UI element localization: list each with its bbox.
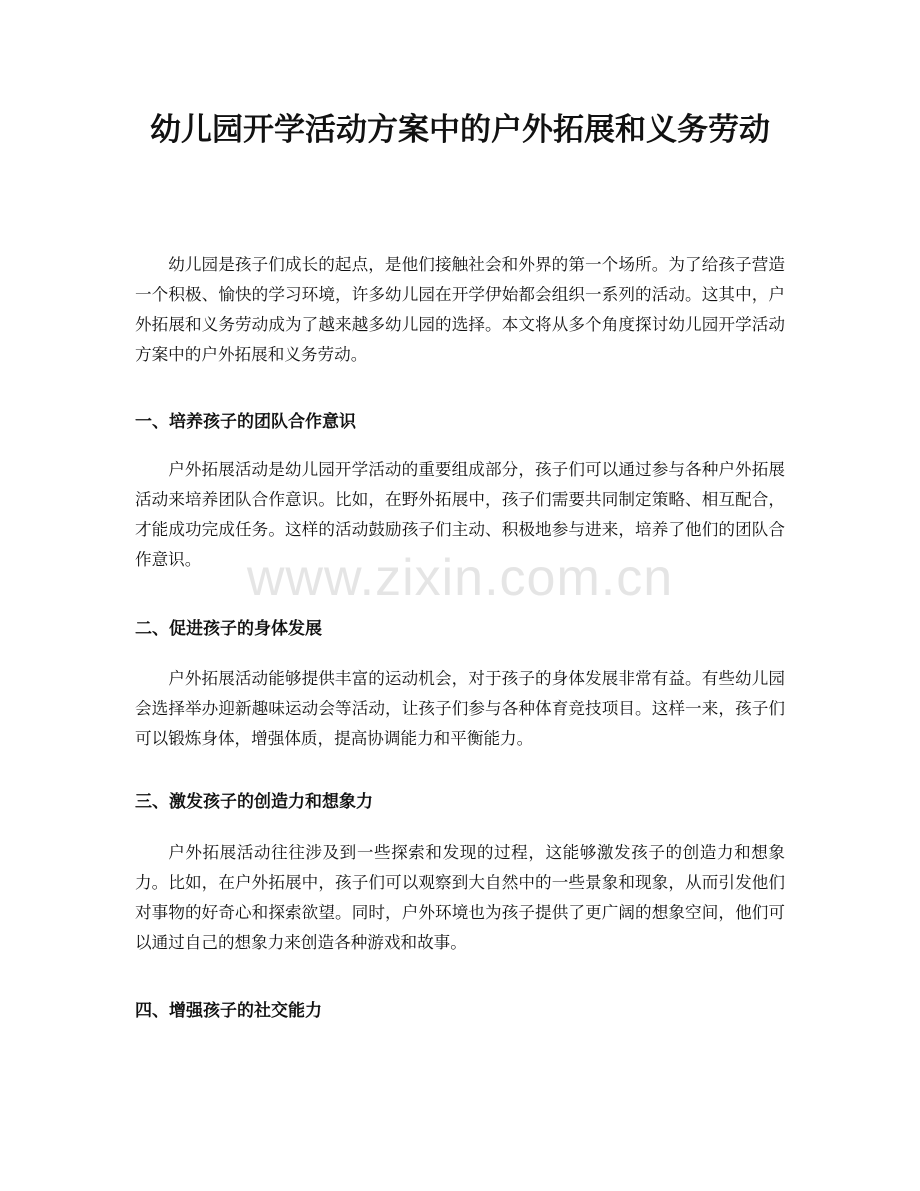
section-body-1: 户外拓展活动是幼儿园开学活动的重要组成部分，孩子们可以通过参与各种户外拓展活动来培养团队合作意识。比如，在野外拓展中，孩子们需要共同制定策略、相互配合，才能成功完成任务。这样的活动鼓励孩子们主动、积极地参与进来，培养了他们的团队合作意识。 bbox=[135, 460, 785, 569]
section-heading-2: 二、促进孩子的身体发展 bbox=[135, 619, 322, 639]
section-heading-1: 一、培养孩子的团队合作意识 bbox=[135, 412, 356, 432]
section-body-2: 户外拓展活动能够提供丰富的运动机会，对于孩子的身体发展非常有益。有些幼儿园会选择举办迎新趣味运动会等活动，让孩子们参与各种体育竞技项目。这样一来，孩子们可以锻炼身体，增强体质，提高协调能力和平衡能力。 bbox=[135, 669, 785, 748]
section-heading-3: 三、激发孩子的创造力和想象力 bbox=[135, 792, 373, 812]
section-body-3: 户外拓展活动往往涉及到一些探索和发现的过程，这能够激发孩子的创造力和想象力。比如，在户外拓展中，孩子们可以观察到大自然中的一些景象和现象，从而引发他们对事物的好奇心和探索欲望。同时，户外环境也为孩子提供了更广阔的想象空间，他们可以通过自己的想象力来创造各种游戏和故事。 bbox=[135, 843, 785, 952]
intro-paragraph: 幼儿园是孩子们成长的起点，是他们接触社会和外界的第一个场所。为了给孩子营造一个积极、愉快的学习环境，许多幼儿园在开学伊始都会组织一系列的活动。这其中，户外拓展和义务劳动成为了越来越多幼儿园的选择。本文将从多个角度探讨幼儿园开学活动方案中的户外拓展和义务劳动。 bbox=[135, 255, 785, 364]
section-heading-4: 四、增强孩子的社交能力 bbox=[135, 1001, 322, 1021]
watermark: www.zixin.com.cn bbox=[246, 549, 674, 607]
document-title: 幼儿园开学活动方案中的户外拓展和义务劳动 bbox=[150, 112, 770, 148]
